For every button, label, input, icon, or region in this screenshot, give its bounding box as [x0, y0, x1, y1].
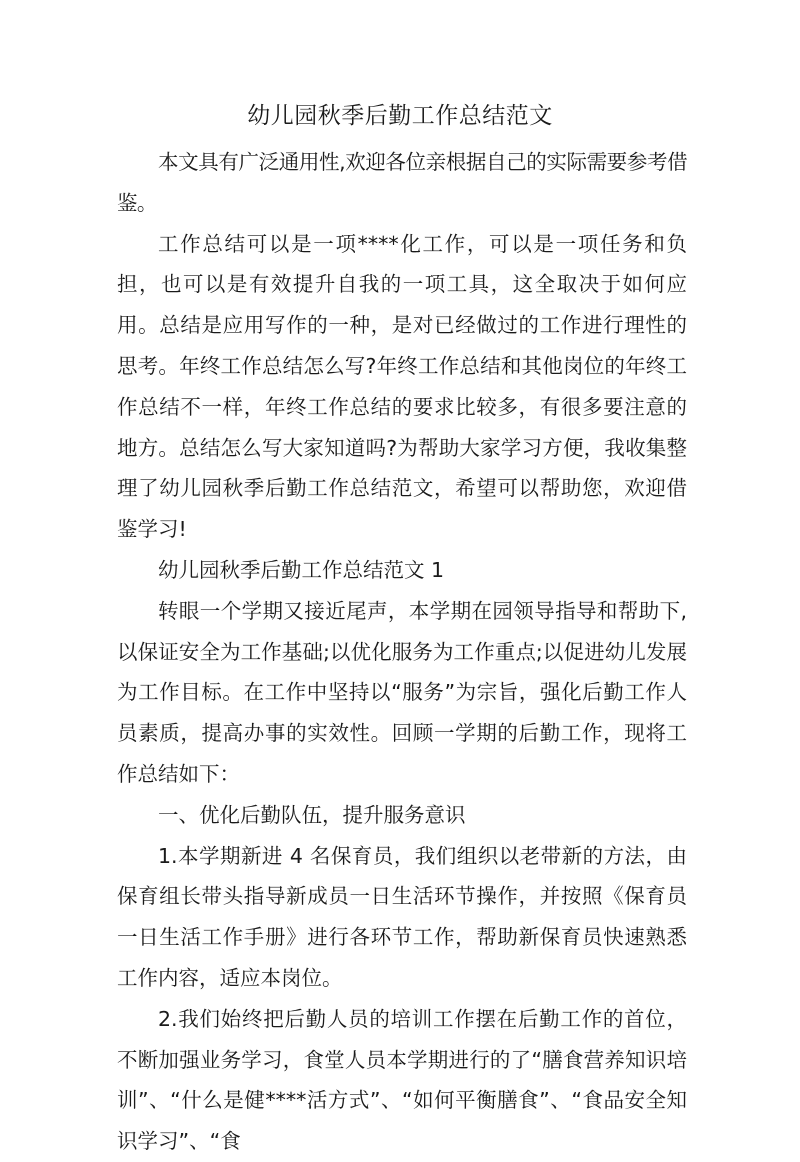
- section-heading-optimize-team: 一、优化后勤队伍，提升服务意识: [158, 802, 466, 827]
- document-title: 幼儿园秋季后勤工作总结范文: [247, 103, 553, 129]
- document-body: [117, 142, 687, 1162]
- paragraph-semester-overview: 转眼一个学期又接近尾声，本学期在园领导指导和帮助下,以保证安全为工作基础;以优化服务为工作重点;以促进幼儿发展为工作目标。在工作中坚持以“服务”为宗旨，强化后勤工作人员素质，提高办事的实效性。回顾一学期的后勤工作，现将工作总结如下：: [117, 598, 687, 786]
- paragraph-summary-intro: 工作总结可以是一项****化工作，可以是一项任务和负担，也可以是有效提升自我的一项工具，这全取决于如何应用。总结是应用写作的一种，是对已经做过的工作进行理性的思考。年终工作总结怎么写?年终工作总结和其他岗位的年终工作总结不一样，年终工作总结的要求比较多，有很多要注意的地方。总结怎么写大家知道吗?为帮助大家学习方便，我收集整理了幼儿园秋季后勤工作总结范文，希望可以帮助您，欢迎借鉴学习!: [117, 231, 687, 542]
- paragraph-intro-note: 本文具有广泛通用性,欢迎各位亲根据自己的实际需要参考借鉴。: [117, 150, 687, 215]
- section-heading-sample-1: 幼儿园秋季后勤工作总结范文 1: [158, 557, 445, 582]
- paragraph-item-1-new-staff: 1.本学期新进 4 名保育员，我们组织以老带新的方法，由保育组长带头指导新成员一日生活环节操作，并按照《保育员一日生活工作手册》进行各环节工作，帮助新保育员快速熟悉工作内容，适应本岗位。: [117, 843, 687, 990]
- paragraph-item-2-training: 2.我们始终把后勤人员的培训工作摆在后勤工作的首位，不断加强业务学习，食堂人员本学期进行的了“膳食营养知识培训”、“什么是健****活方式”、“如何平衡膳食”、“食品安全知识学习”、“食: [117, 1006, 687, 1154]
